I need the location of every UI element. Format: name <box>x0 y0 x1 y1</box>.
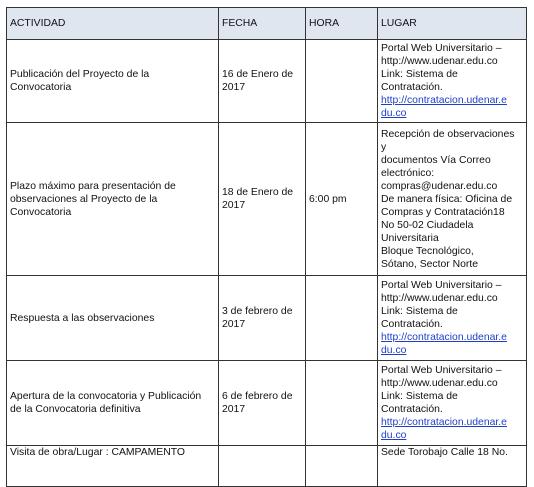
lugar-line: No 50-02 Ciudadela <box>381 219 474 231</box>
cell-fecha: 18 de Enero de 2017 <box>219 123 306 276</box>
lugar-line: Contratación. <box>381 82 443 93</box>
table-row <box>7 40 527 123</box>
lugar-line: http://www.udenar.edu.co <box>381 378 498 389</box>
cell-hora <box>306 446 378 487</box>
contratacion-link[interactable]: du.co <box>381 430 407 441</box>
lugar-line: Portal Web Universitario – <box>381 365 502 376</box>
header-fecha: FECHA <box>219 8 306 40</box>
cell-lugar <box>378 361 527 446</box>
cell-lugar <box>378 446 527 487</box>
table-header-row <box>7 8 527 40</box>
lugar-line: De manera física: Oficina de <box>381 193 513 205</box>
cell-lugar <box>378 123 527 276</box>
cell-hora <box>306 361 378 446</box>
lugar-line: http://www.udenar.edu.co <box>381 56 498 67</box>
lugar-line: y <box>381 141 387 153</box>
lugar-line: Sótano, Sector Norte <box>381 258 479 270</box>
contratacion-link[interactable]: du.co <box>381 108 407 119</box>
contratacion-link[interactable]: http://contratacion.udenar.e <box>381 417 507 428</box>
table-row <box>7 123 527 276</box>
header-hora: HORA <box>306 8 378 40</box>
lugar-line: Link: Sistema de <box>381 69 458 80</box>
lugar-line: Bloque Tecnológico, <box>381 245 474 257</box>
cell-fecha: 3 de febrero de 2017 <box>219 276 306 361</box>
lugar-line: Portal Web Universitario – <box>381 43 502 54</box>
lugar-line: Contratación. <box>381 319 443 330</box>
lugar-line: compras@udenar.edu.co <box>381 180 498 192</box>
lugar-line: Link: Sistema de <box>381 306 458 317</box>
header-lugar: LUGAR <box>378 8 527 40</box>
contratacion-link[interactable]: http://contratacion.udenar.e <box>381 332 507 343</box>
cell-fecha: 6 de febrero de 2017 <box>219 361 306 446</box>
lugar-line: Link: Sistema de <box>381 391 458 402</box>
lugar-line: http://www.udenar.edu.co <box>381 293 498 304</box>
lugar-line: Universitaria <box>381 232 439 244</box>
schedule-table <box>6 7 527 487</box>
contratacion-link[interactable]: du.co <box>381 345 407 356</box>
lugar-line: Recepción de observaciones <box>381 128 515 140</box>
table-row <box>7 446 527 487</box>
cell-hora <box>306 40 378 123</box>
cell-actividad: Respuesta a las observaciones <box>7 276 219 361</box>
cell-actividad: Publicación del Proyecto de la Convocatoria <box>7 40 219 123</box>
lugar-line: Compras y Contratación18 <box>381 206 505 218</box>
cell-actividad: Visita de obra/Lugar : CAMPAMENTO <box>7 446 219 487</box>
lugar-line: Portal Web Universitario – <box>381 280 502 291</box>
cell-hora: 6:00 pm <box>306 123 378 276</box>
cell-lugar <box>378 276 527 361</box>
lugar-line: Sede Torobajo Calle 18 No. <box>381 447 508 458</box>
cell-actividad: Plazo máximo para presentación de observaciones al Proyecto de la Convocatoria <box>7 123 219 276</box>
header-actividad: ACTIVIDAD <box>7 8 219 40</box>
lugar-line: Contratación. <box>381 404 443 415</box>
table-row <box>7 361 527 446</box>
contratacion-link[interactable]: http://contratacion.udenar.e <box>381 95 507 106</box>
cell-hora <box>306 276 378 361</box>
table-row <box>7 276 527 361</box>
cell-actividad: Apertura de la convocatoria y Publicación de la Convocatoria definitiva <box>7 361 219 446</box>
cell-fecha: 16 de Enero de 2017 <box>219 40 306 123</box>
cell-fecha <box>219 446 306 487</box>
cell-lugar <box>378 40 527 123</box>
lugar-line: electrónico: <box>381 167 435 179</box>
lugar-line: documentos Vía Correo <box>381 154 491 166</box>
